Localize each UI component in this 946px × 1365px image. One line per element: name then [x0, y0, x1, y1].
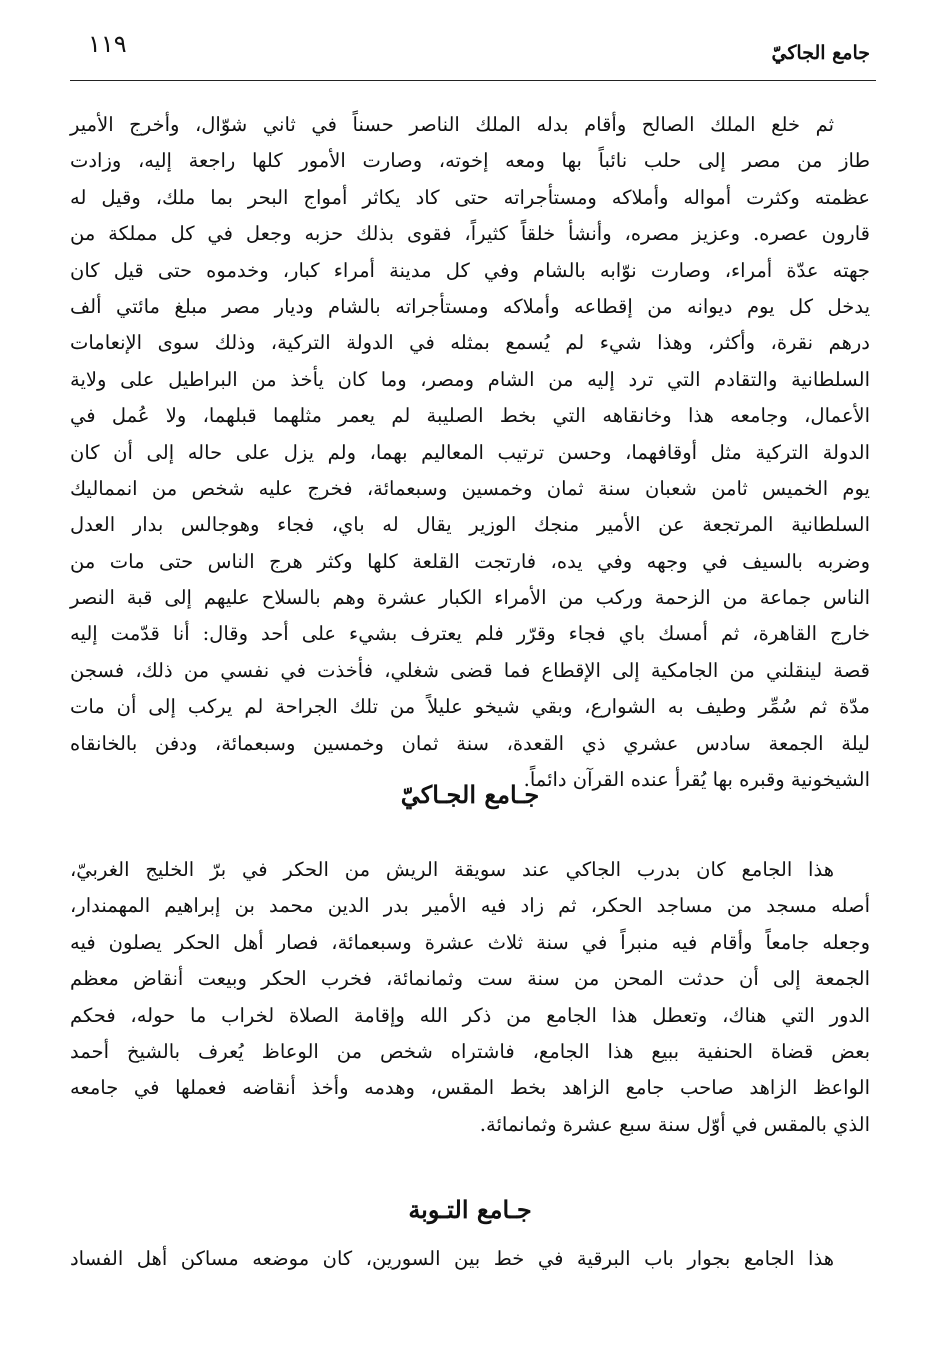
- text-line: الدولة التركية مثل أوقافهما، وحسن ترتيب المعاليم بهما، ولم يزل على حاله إلى أن كان: [70, 440, 870, 464]
- text-line: ثم خلع الملك الصالح وأقام بدله الملك الناصر حسناً في ثاني شوّال، وأخرج الأمير: [70, 113, 834, 136]
- text-line: جهته عدّة أمراء، وصارت نوّابه بالشام وفي كل مدينة أمراء كبار، وخدموه حتى قيل كان: [70, 258, 870, 282]
- text-line: درهم نقرة، وأكثر، وهذا شيء لم يُسمع بمثله في الدولة التركية، وذلك سوى الإنعامات: [70, 331, 870, 355]
- text-line: قارون عصره. وعزيز مصره، وأنشأ خلقاً كثيراً، فقوى بذلك حزبه وجعل في كل مملكة من: [70, 222, 870, 246]
- text-line: الواعظ الزاهد صاحب جامع الزاهد بخط المقس، وهدمه وأخذ أنقاضه فعملها في جامعه: [70, 1076, 870, 1100]
- text-line: الدور التي هناك، وتعطل هذا الجامع من ذكر الله وإقامة الصلاة لخراب ما حوله، فحكم: [70, 1003, 870, 1027]
- text-line: وضربه بالسيف في وجهه وفي يده، فارتجت القلعة كلها وكثر هرج الناس حتى مات من: [70, 549, 870, 573]
- text-line: الجمعة إلى أن حدثت المحن من سنة ست وثمانمائة، فخرب الحكر وبيعت أنقاض معظم: [70, 967, 870, 991]
- text-line: هذا الجامع بجوار باب البرقية في خط بين السورين، كان موضعه مساكن أهل الفساد: [70, 1247, 834, 1270]
- paragraph-jaki: [70, 852, 870, 1143]
- text-line: يدخل كل يوم ديوانه من إقطاعه وأملاكه ومستأجراته بالشام وديار مصر مبلغ مائتي ألف: [70, 294, 870, 318]
- paragraph-intro: [70, 107, 870, 798]
- text-line: مدّة ثم سُمِّر وطيف به الشوارع، وبقي شيخو عليلاً من تلك الجراحة لم يركب إلى أن مات: [70, 695, 870, 719]
- section-heading-tawba: جـامع التـوبة: [408, 1195, 532, 1224]
- text-line: يوم الخميس ثامن شعبان سنة ثمان وخمسين وسبعمائة، فخرج عليه شخص من انمماليك: [70, 476, 870, 500]
- text-line: وجعله جامعاً وأقام فيه منبراً في سنة ثلاث عشرة وسبعمائة، فصار أهل الحكر يصلون فيه: [70, 930, 870, 954]
- text-line: السلطانية والتقادم التي ترد إليه من الشام ومصر، وما كان يأخذ من البراطيل على ولاية: [70, 367, 870, 391]
- text-line: السلطانية المرتجعة عن الأمير منجك الوزير يقال له باي، فجاء وهوجالس بدار العدل: [70, 513, 870, 537]
- text-line: الناس جماعة من الزحمة وركب من الأمراء الكبار عشرة وهم بالسلاح عليهم إلى قبة النصر: [70, 586, 870, 610]
- text-line: قصة لينقلني من الجامكية إلى الإقطاع فما قضى شغلي، فأخذت في نفسي من ذلك، فسجن: [70, 658, 870, 682]
- text-line: هذا الجامع كان بدرب الجاكي عند سويقة الريش من الحكر في برّ الخليج الغربيّ،: [70, 858, 834, 881]
- text-line: أصله مسجد من مساجد الحكر، ثم زاد فيه الأمير بدر الدين محمد بن إبراهيم المهمندار،: [70, 894, 870, 918]
- text-line: الشيخونية وقبره بها يُقرأ عنده القرآن دائماً.: [523, 768, 870, 792]
- header-rule: [70, 80, 876, 81]
- section-heading-jaki: جـامع الجـاكيّ: [400, 780, 540, 809]
- page-number: ١١٩: [88, 30, 127, 58]
- text-line: خارج القاهرة، ثم أمسك باي فجاء وقرّر فلم يعترف بشيء على أحد وقال: أنا قدّمت إليه: [70, 622, 870, 646]
- running-title: جامع الجاكيّ: [771, 42, 870, 64]
- paragraph-tawba: [70, 1241, 870, 1277]
- text-line: بعض قضاة الحنفية ببيع هذا الجامع، فاشتراه شخص من الوعاظ يُعرف بالشيخ أحمد: [70, 1039, 870, 1063]
- text-line: طاز من مصر إلى حلب نائباً بها ومعه إخوته، وصارت الأمور كلها راجعة إليه، وزادت: [70, 149, 870, 173]
- text-line: عظمته وكثرت أمواله وأملاكه ومستأجراته حتى كاد يكاثر أمواج البحر بما ملك، وقيل له: [70, 185, 870, 209]
- running-header: [70, 30, 870, 74]
- text-line: ليلة الجمعة سادس عشري ذي القعدة، سنة ثمان وخمسين وسبعمائة، ودفن بالخانقاه: [70, 731, 870, 755]
- text-line: الذي بالمقس في أوّل سنة سبع عشرة وثمانمائة.: [479, 1112, 870, 1136]
- text-line: الأعمال، وجامعه هذا وخانقاهه التي بخط الصليبة لم يعمر مثلهما قبلهما، ولا عُمل في: [70, 404, 870, 428]
